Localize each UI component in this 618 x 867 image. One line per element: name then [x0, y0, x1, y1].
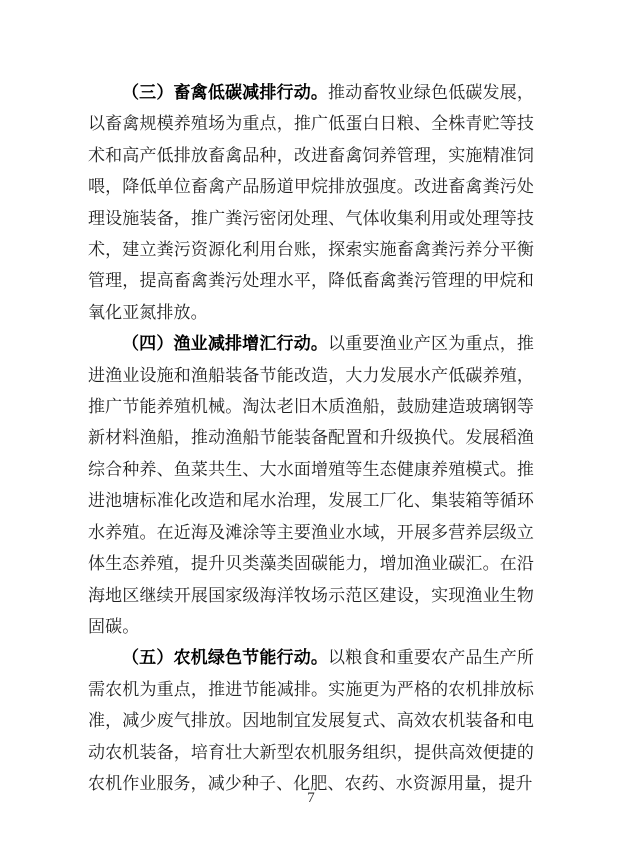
paragraph-section-5-body: 以粮食和重要农产品生产所需农机为重点，推进节能减排。实施更为严格的农机排放标准，减少废气排放。因地制宜发展复式、高效农机装备和电动农机装备，培育壮大新型农机服务组织，提供高效便捷的农机作业服务，减少种子、化肥、农药、水资源用量，提升 — [88, 648, 534, 793]
paragraph-section-4 — [88, 328, 534, 642]
paragraph-section-3 — [88, 77, 534, 328]
paragraph-section-4-heading: （四）渔业减排增汇行动。 — [122, 334, 329, 354]
paragraph-section-3-body: 推动畜牧业绿色低碳发展，以畜禽规模养殖场为重点，推广低蛋白日粮、全株青贮等技术和高产低排放畜禽品种，改进畜禽饲养管理，实施精准饲喂，降低单位畜禽产品肠道甲烷排放强度。改进畜禽粪污处理设施装备，推广粪污密闭处理、气体收集利用或处理等技术，建立粪污资源化利用台账，探索实施畜禽粪污养分平衡管理，提高畜禽粪污处理水平，降低畜禽粪污管理的甲烷和氧化亚氮排放。 — [88, 83, 534, 322]
paragraph-section-5-heading: （五）农机绿色节能行动。 — [122, 648, 329, 668]
page-number: 7 — [307, 790, 315, 806]
paragraph-section-3-heading: （三）畜禽低碳减排行动。 — [122, 83, 329, 102]
paragraph-section-4-body: 以重要渔业产区为重点，推进渔业设施和渔船装备节能改造，大力发展水产低碳养殖，推广节能养殖机械。淘汰老旧木质渔船，鼓励建造玻璃钢等新材料渔船，推动渔船节能装备配置和升级换代。发展稻渔综合种养、鱼菜共生、大水面增殖等生态健康养殖模式。推进池塘标准化改造和尾水治理，发展工厂化、集装箱等循环水养殖。在近海及滩涂等主要渔业水域，开展多营养层级立体生态养殖，提升贝类藻类固碳能力，增加渔业碳汇。在沿海地区继续开展国家级海洋牧场示范区建设，实现渔业生物固碳。 — [88, 334, 534, 636]
page-body-text — [88, 77, 534, 799]
paragraph-section-5 — [88, 642, 534, 799]
